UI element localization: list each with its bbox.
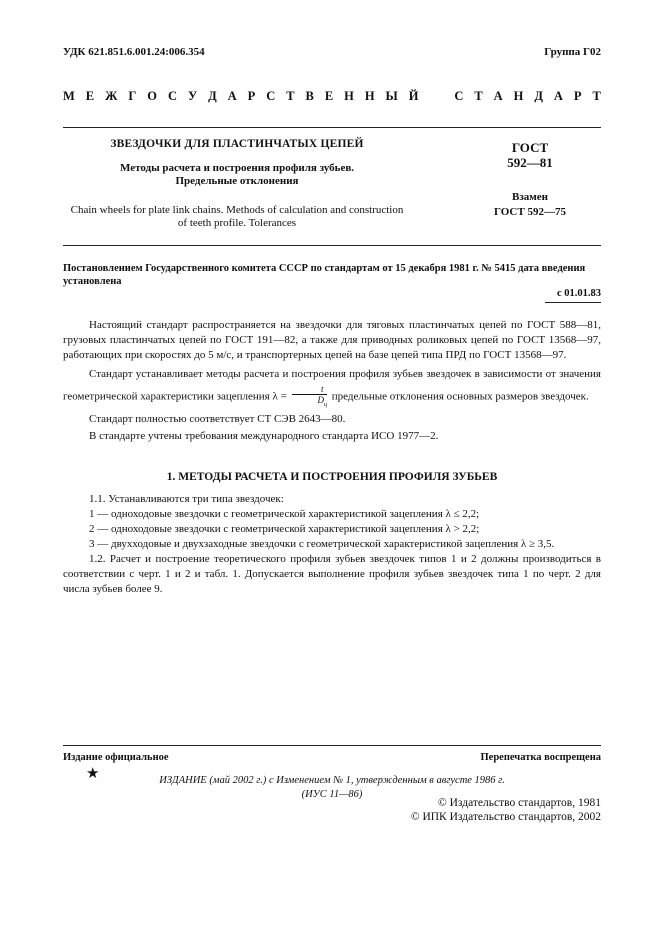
banner-letter: Е [324, 89, 334, 103]
banner-letter: М [63, 89, 75, 103]
title-english-line1: Chain wheels for plate link chains. Methods of calculation and construction [70, 204, 404, 216]
top-divider [63, 127, 601, 128]
fraction-denominator-sub: ц [324, 401, 328, 408]
gost-label: ГОСТ [511, 140, 549, 155]
group-code: Группа Г02 [544, 46, 601, 58]
banner-letter: Т [592, 89, 601, 103]
replace-number: ГОСТ 592—75 [494, 206, 566, 218]
type-2-item: 2 — одноходовые звездочки с геометрической характеристикой зацепления λ > 2,2; [89, 523, 480, 535]
intro-paragraph-3: Стандарт полностью соответствует СТ СЭВ 2643—80. [89, 412, 346, 425]
intro-paragraph-4: В стандарте учтены требования международного стандарта ИСО 1977—2. [89, 429, 439, 442]
title-english [63, 204, 411, 230]
banner-letter: Г [128, 89, 137, 103]
banner-letter: А [493, 89, 503, 103]
footer-divider [63, 745, 601, 746]
title-subtitle [63, 162, 411, 188]
title-block [63, 138, 411, 230]
fraction-numerator: t [292, 384, 328, 395]
banner-letter: Н [364, 89, 375, 103]
standard-banner [63, 89, 601, 104]
title-english-line2: of teeth profile. Tolerances [177, 217, 297, 229]
section-1-heading: 1. МЕТОДЫ РАСЧЕТА И ПОСТРОЕНИЯ ПРОФИЛЯ ЗУБЬЕВ [166, 471, 498, 483]
date-underline [545, 302, 601, 303]
introduction-date: с 01.01.83 [556, 288, 601, 299]
intro-paragraph-2 [63, 365, 601, 410]
decree-text: Постановлением Государственного комитета СССР по стандартам от 15 декабря 1981 г. № 5415 дата введения установлена [63, 263, 586, 287]
edition-line-2: (ИУС 11—86) [301, 789, 363, 800]
banner-letter: О [147, 89, 158, 103]
copyright-2002: © ИПК Издательство стандартов, 2002 [410, 811, 601, 823]
lambda-fraction [292, 384, 328, 410]
title-divider [63, 245, 601, 246]
banner-letter: У [187, 89, 198, 103]
title-main: ЗВЕЗДОЧКИ ДЛЯ ПЛАСТИНЧАТЫХ ЦЕПЕЙ [110, 138, 364, 150]
banner-letter: Й [408, 89, 419, 103]
type-3-item: 3 — двухходовые и двухзаходные звездочки с геометрической характеристикой зацепления λ ≥ 3,5. [89, 538, 555, 550]
star-icon: ★ [86, 766, 100, 782]
banner-letter: А [553, 89, 563, 103]
replace-label: Взамен [512, 191, 548, 203]
fraction-denominator [292, 395, 328, 410]
intro-p2-start: Стандарт устанавливает методы расчета и построения профиля зубьев звездочек в зависимости от значения геометрической характеристики зацепления λ = [63, 368, 601, 403]
banner-letter: Н [344, 89, 354, 103]
clause-1-1: 1.1. Устанавливаются три типа звездочек: [89, 493, 284, 505]
banner-letter: С [266, 89, 276, 103]
type-1-item: 1 — одноходовые звездочки с геометрической характеристикой зацепления λ ≤ 2,2; [89, 508, 480, 520]
clause-1-2: 1.2. Расчет и построение теоретического профиля зубьев звездочек типов 1 и 2 должны производиться в соответствии с черт. 1 и 2 и табл. 1. Допускается выполнение профиля зубьев звездочек типа 1 по черт. 2 для числа зубьев более 9. [63, 553, 601, 595]
reprint-forbidden-label: Перепечатка воспрещена [480, 752, 601, 763]
title-subtitle-line2: Предельные отклонения [175, 175, 299, 187]
banner-letter: Д [208, 89, 217, 103]
intro-paragraph-1: Настоящий стандарт распространяется на звездочки для тяговых пластинчатых цепей по ГОСТ 588—81, грузовых пластинчатых цепей по ГОСТ 191—82, а также для приводных роликовых цепей по ГОСТ 13568—97, работающих при скоростях до 5 м/с, и транспортерных цепей на базе цепей типа ПРД по ГОСТ 13568—97. [63, 319, 601, 361]
banner-gap [429, 89, 443, 104]
banner-letter: Р [573, 89, 582, 103]
section-1-body [63, 492, 601, 597]
intro-p2-end: предельные отклонения основных размеров звездочек. [331, 390, 589, 403]
official-edition-label: Издание официальное [63, 752, 169, 763]
banner-letter: Е [85, 89, 95, 103]
edition-line-1: ИЗДАНИЕ (май 2002 г.) с Изменением № 1, утвержденным в августе 1986 г. [159, 775, 505, 786]
banner-letter: Н [513, 89, 524, 103]
udk-code: УДК 621.851.6.001.24:006.354 [63, 46, 205, 58]
banner-letter: Р [247, 89, 256, 103]
banner-letter: Ы [385, 89, 398, 103]
gost-number-block [470, 140, 590, 220]
fraction-denominator-main: D [317, 395, 325, 405]
banner-letter: С [454, 89, 464, 103]
banner-letter: А [227, 89, 237, 103]
title-subtitle-line1: Методы расчета и построения профиля зубьев. [119, 162, 355, 174]
copyright-1981: © Издательство стандартов, 1981 [437, 797, 601, 809]
banner-letter: Д [534, 89, 543, 103]
banner-letter: Ж [105, 89, 118, 103]
intro-section [63, 318, 601, 444]
banner-letter: Т [474, 89, 483, 103]
banner-letter: В [305, 89, 314, 103]
banner-letter: Т [286, 89, 295, 103]
banner-letter: С [167, 89, 178, 103]
gost-number: 592—81 [507, 155, 553, 170]
